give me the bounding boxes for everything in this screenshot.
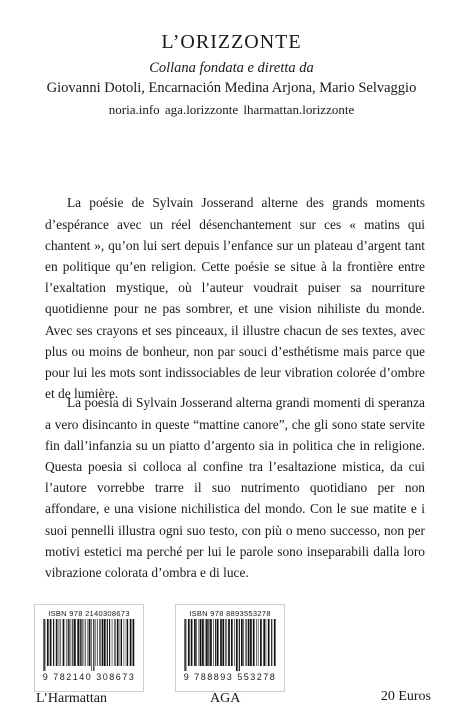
barcode-bar xyxy=(191,619,193,666)
barcode-bar xyxy=(63,619,65,666)
barcode-bar xyxy=(199,619,200,666)
blurb-french: La poésie de Sylvain Josserand alterne des grands moments d’espérance avec un réel désenchantement sur ces « matins qui chantent », qu’on lui sert depuis l’enfance sur un plateau d’argent tant en politique qu’en religion. Cette poésie se situe à la frontière entre l’exaltation mystique, où l’auteur voudrait puiser sa nourriture quotidienne pour ne pas sombrer, et une vision nihiliste du monde. Avec ses crayons et ses pinceaux, il illustre chacun de ses textes, avec plus ou moins de bonheur, non par souci d’esthétisme mais parce que pour lui les mots sont indissociables de leur vibration colorée d’ombre et de lumière. xyxy=(45,195,425,402)
barcode-bar xyxy=(81,619,82,666)
barcode-bar xyxy=(72,619,73,666)
barcode-bar xyxy=(263,619,265,666)
barcode-bar xyxy=(196,619,197,666)
barcode-bar xyxy=(210,619,212,666)
barcode-bar xyxy=(185,619,186,671)
barcode-bar xyxy=(58,619,59,666)
series-header xyxy=(0,30,463,120)
isbn-label: ISBN 978 2140308673 xyxy=(48,609,130,618)
barcode-bar xyxy=(202,619,204,666)
barcode-bar xyxy=(234,619,235,666)
series-websites: noria.info aga.lorizzonte lharmattan.lorizzonte xyxy=(108,102,355,117)
barcode-bar xyxy=(243,619,244,666)
barcode-bar xyxy=(88,619,89,666)
barcode-bar xyxy=(271,619,272,666)
barcode-bar xyxy=(117,619,119,666)
barcode-bar xyxy=(121,619,122,666)
barcode-bar xyxy=(74,619,76,666)
barcode-bar xyxy=(133,619,135,666)
barcode-bar xyxy=(47,619,49,666)
barcode-bar xyxy=(248,619,250,666)
barcode-bar xyxy=(213,619,214,666)
barcode-bar xyxy=(120,619,121,666)
barcode-bar xyxy=(127,619,128,666)
barcode-digits: 9 788893 553278 xyxy=(183,672,277,682)
barcode-bar xyxy=(97,619,98,666)
barcode-bar xyxy=(56,619,57,666)
barcode-aga xyxy=(175,604,285,692)
barcode-bar xyxy=(208,619,209,666)
barcode-harmattan xyxy=(34,604,144,692)
barcode-bar xyxy=(226,619,227,666)
series-editors: Giovanni Dotoli, Encarnación Medina Arjona, Mario Selvaggio xyxy=(46,80,417,96)
barcode-bar xyxy=(99,619,100,666)
barcode-bar xyxy=(130,619,132,666)
barcode-bar xyxy=(274,619,276,666)
barcode-bar xyxy=(241,619,243,666)
barcode-bar xyxy=(43,619,44,671)
barcode-bar xyxy=(80,619,81,666)
barcode-bar xyxy=(102,619,104,666)
barcode-bar xyxy=(107,619,108,666)
barcode-bar xyxy=(256,619,257,666)
barcode-bar xyxy=(258,619,259,666)
barcode-bar xyxy=(59,619,60,666)
series-subtitle: Collana fondata e diretta da xyxy=(149,60,314,76)
barcode-bar xyxy=(222,619,224,666)
barcode-bar xyxy=(231,619,233,666)
barcode-bar xyxy=(50,619,52,666)
barcode-bars xyxy=(43,619,135,671)
series-title: L’ORIZZONTE xyxy=(161,31,302,53)
barcode-bar xyxy=(109,619,110,666)
publisher-harmattan: L’Harmattan xyxy=(36,691,108,706)
barcode-bar xyxy=(184,619,185,671)
barcode-bar xyxy=(71,619,72,666)
barcode-bar xyxy=(215,619,216,666)
barcode-bar xyxy=(250,619,252,666)
barcode-bar xyxy=(253,619,255,666)
barcode-bar xyxy=(77,619,79,666)
barcode-bar xyxy=(96,619,97,666)
barcode-bar xyxy=(266,619,267,666)
barcode-bar xyxy=(104,619,106,666)
barcode-bar xyxy=(93,619,94,671)
barcode-bar xyxy=(206,619,208,666)
barcode-bar xyxy=(220,619,222,666)
barcode-bar xyxy=(124,619,125,666)
publisher-aga: AGA xyxy=(210,691,241,706)
barcode-bar xyxy=(188,619,190,666)
barcode-bar xyxy=(91,619,92,671)
barcode-bar xyxy=(89,619,91,666)
barcode-bar xyxy=(69,619,70,666)
barcode-bar xyxy=(205,619,206,666)
barcode-bar xyxy=(60,619,61,666)
barcode-bar xyxy=(68,619,69,666)
barcode-bar xyxy=(112,619,113,666)
barcode-bar xyxy=(194,619,196,666)
barcode-bar xyxy=(239,619,240,671)
barcode-bar xyxy=(268,619,270,666)
barcode-bar xyxy=(217,619,219,666)
blurb-italian: La poesia di Sylvain Josserand alterna grandi momenti di speranza a vero disincanto in queste “mattine canore”, che gli sono state servite fin dall’infanzia su un piatto d’argento sia in politica che in religione. Questa poesia si colloca al confine tra l’esaltazione mistica, da cui l’autore vorrebbe trarre il suo nutrimento quotidiano per non affondare, e una visione nichilistica del mondo. Con le sue matite e i suoi pennelli illustra ogni suo testo, con più o meno successo, non per motivi estetici ma perché per lui le parole sono inseparabili dalla loro vibrazione colorata d’ombra e di luce. xyxy=(45,395,425,581)
barcode-bar xyxy=(84,619,85,666)
barcode-bar xyxy=(44,619,45,671)
barcode-bar xyxy=(225,619,226,666)
barcode-bar xyxy=(260,619,262,666)
barcode-bar xyxy=(66,619,67,666)
barcode-bar xyxy=(236,619,238,671)
barcode-bar xyxy=(114,619,115,666)
barcode-digits: 9 782140 308673 xyxy=(42,672,136,682)
barcode-bars xyxy=(184,619,276,671)
barcode-bar xyxy=(200,619,202,666)
isbn-label: ISBN 978 8893553278 xyxy=(189,609,271,618)
barcode-bar xyxy=(228,619,230,666)
barcode-bar xyxy=(246,619,247,666)
barcode-bar xyxy=(115,619,116,666)
barcode-bar xyxy=(126,619,127,666)
barcode-bar xyxy=(53,619,54,666)
barcode-bar xyxy=(85,619,86,666)
price: 20 Euros xyxy=(380,689,431,704)
